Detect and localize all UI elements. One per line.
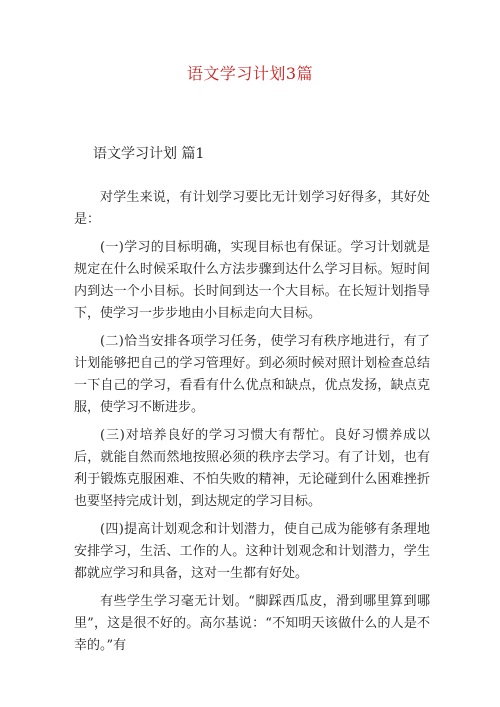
paragraph-no-plan: 有些学生学习毫无计划。“脚踩西瓜皮，滑到哪里算到哪里”，这是很不好的。高尔基说：“不知明天该做什么的人是不幸的。”有: [74, 594, 430, 653]
paragraph-benefit-4: (四)提高计划观念和计划潜力，使自己成为能够有条理地安排学习，生活、工作的人。这种计划观念和计划潜力，学生都就应学习和具备，这对一生都有好处。: [74, 522, 430, 581]
paragraph-intro: 对学生来说，有计划学习要比无计划学习好得多，其好处是：: [74, 190, 430, 227]
paragraph-benefit-3: (三)对培养良好的学习习惯大有帮忙。良好习惯养成以后，就能自然而然地按照必须的秩序去学习。有了计划，也有利于锻炼克服困难、不怕失败的精神，无论碰到什么困难挫折也要坚持完成计划，到达规定的学习目标。: [74, 428, 430, 509]
paragraph-benefit-2: (二)恰当安排各项学习任务，使学习有秩序地进行，有了计划能够把自己的学习管理好。到必须时候对照计划检查总结一下自己的学习，看看有什么优点和缺点，优点发扬，缺点克服，使学习不断进步。: [74, 334, 430, 415]
paragraph-benefit-1: (一)学习的目标明确，实现目标也有保证。学习计划就是规定在什么时候采取什么方法步骤到达什么学习目标。短时间内到达一个小目标。长时间到达一个大目标。在长短计划指导下，使学习一步步地由小目标走向大目标。: [74, 240, 430, 321]
document-title: 语文学习计划3篇: [186, 64, 314, 83]
document-body: [74, 187, 430, 663]
section-title: 语文学习计划 篇1: [93, 146, 205, 162]
